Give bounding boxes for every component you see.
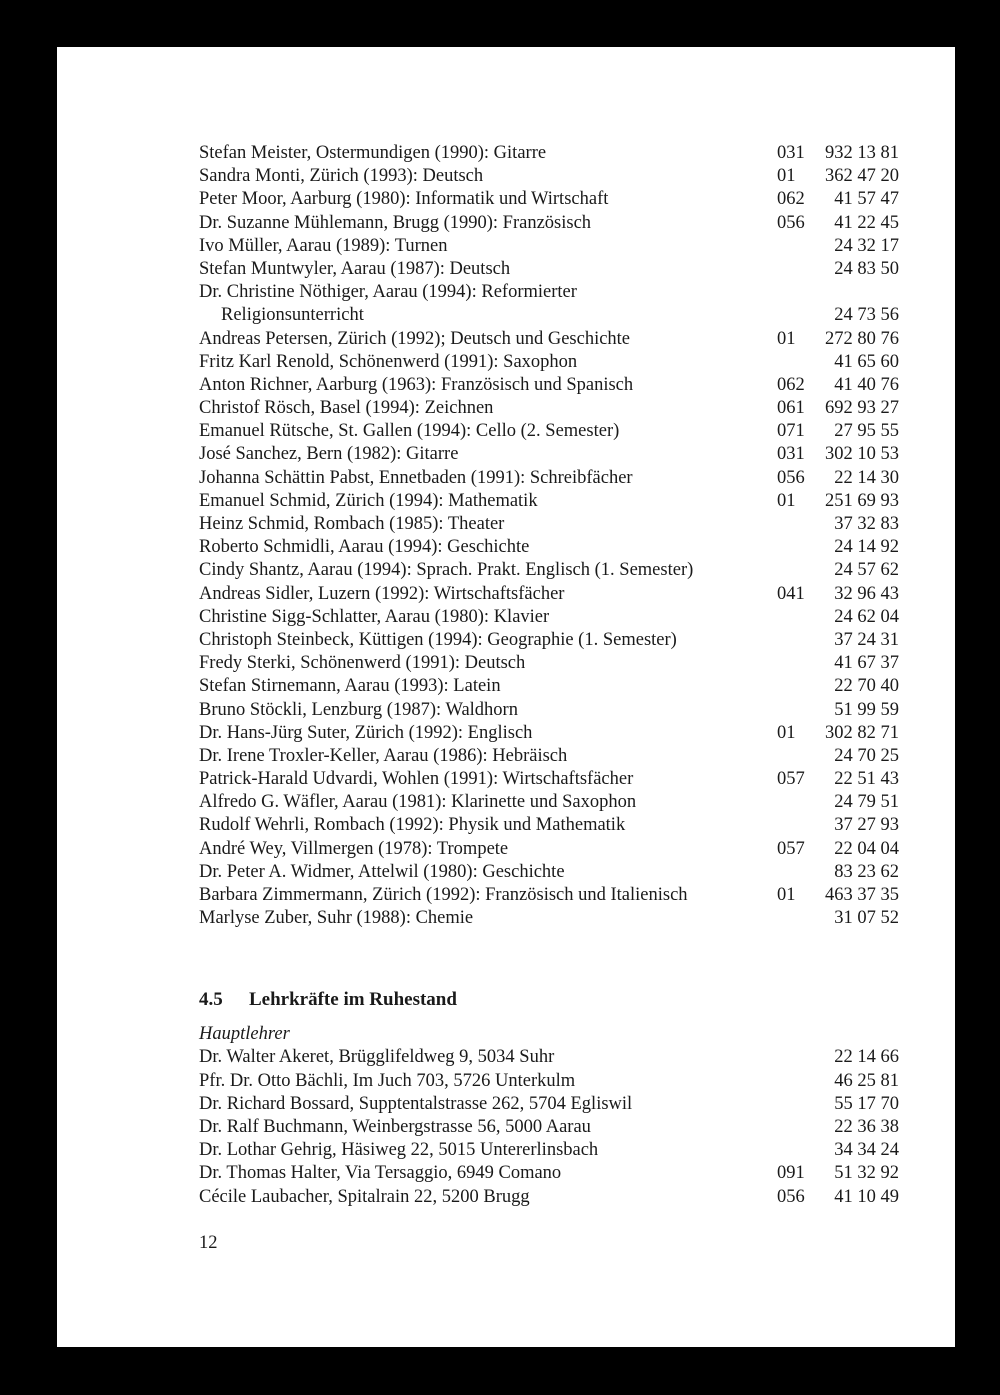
teacher-list <box>199 142 899 930</box>
list-item <box>199 606 899 629</box>
entry-name: Alfredo G. Wäfler, Aarau (1981): Klarinette und Saxophon <box>199 792 637 813</box>
entry-phone: 32 96 43 <box>834 583 899 604</box>
list-item <box>199 884 899 907</box>
entry-phone: 24 57 62 <box>834 560 899 581</box>
list-item <box>199 583 899 606</box>
list-item <box>199 513 899 536</box>
entry-phone: 22 36 38 <box>834 1116 899 1137</box>
entry-area-code <box>777 814 821 837</box>
entry-name: Dr. Hans-Jürg Suter, Zürich (1992): Englisch <box>199 722 533 743</box>
entry-phone: 24 83 50 <box>834 258 899 279</box>
entry-phone: 83 23 62 <box>834 861 899 882</box>
entry-area-code: 041 <box>777 583 805 604</box>
entry-area-code: 056 <box>777 1186 805 1207</box>
entry-area-code <box>777 675 821 698</box>
list-item <box>199 374 899 397</box>
list-item <box>199 235 899 258</box>
entry-phone: 41 57 47 <box>834 189 899 210</box>
list-item <box>199 675 899 698</box>
entry-phone: 41 67 37 <box>834 653 899 674</box>
entry-name: Cindy Shantz, Aarau (1994): Sprach. Prakt. Englisch (1. Semester) <box>199 560 694 581</box>
entry-name: Marlyse Zuber, Suhr (1988): Chemie <box>199 908 474 929</box>
entry-name: Stefan Muntwyler, Aarau (1987): Deutsch <box>199 258 511 279</box>
list-item <box>199 1093 899 1116</box>
entry-area-code <box>777 304 821 327</box>
entry-phone: 31 07 52 <box>834 908 899 929</box>
entry-phone: 37 32 83 <box>834 514 899 534</box>
list-item <box>199 188 899 211</box>
document-page <box>57 47 955 1347</box>
entry-area-code <box>777 235 821 258</box>
entry-name: Emanuel Schmid, Zürich (1994): Mathematik <box>199 490 538 511</box>
entry-area-code <box>777 907 821 930</box>
entry-name: Patrick-Harald Udvardi, Wohlen (1991): Wirtschaftsfächer <box>199 769 634 790</box>
entry-phone: 22 14 30 <box>834 467 899 488</box>
entry-area-code <box>777 652 821 675</box>
entry-name: Andreas Sidler, Luzern (1992): Wirtschaftsfächer <box>199 583 565 604</box>
retired-teacher-list <box>199 1046 899 1208</box>
entry-name: Emanuel Rütsche, St. Gallen (1994): Cello (2. Semester) <box>199 421 620 442</box>
entry-name: Peter Moor, Aarburg (1980): Informatik und Wirtschaft <box>199 189 609 210</box>
entry-phone: 22 04 04 <box>834 838 899 859</box>
entry-phone: 37 27 93 <box>834 815 899 836</box>
list-item <box>199 1046 899 1069</box>
entry-area-code <box>777 606 821 629</box>
list-item <box>199 722 899 745</box>
entry-name: Dr. Suzanne Mühlemann, Brugg (1990): Französisch <box>199 212 592 233</box>
entry-area-code: 061 <box>777 398 805 419</box>
entry-name: Dr. Ralf Buchmann, Weinbergstrasse 56, 5000 Aarau <box>199 1116 591 1137</box>
entry-name: Christine Sigg-Schlatter, Aarau (1980): Klavier <box>199 606 550 627</box>
entry-area-code: 01 <box>777 722 796 743</box>
entry-phone: 24 73 56 <box>834 305 899 326</box>
entry-phone: 22 70 40 <box>834 676 899 697</box>
entry-name: Dr. Lothar Gehrig, Häsiweg 22, 5015 Untererlinsbach <box>199 1140 599 1161</box>
list-item <box>199 652 899 675</box>
entry-phone: 463 37 35 <box>825 885 899 905</box>
entry-name: Stefan Stirnemann, Aarau (1993): Latein <box>199 676 501 697</box>
page-content <box>199 142 899 1209</box>
entry-area-code <box>777 559 821 582</box>
list-item <box>199 212 899 235</box>
entry-area-code <box>777 791 821 814</box>
entry-name: Fredy Sterki, Schönenwerd (1991): Deutsch <box>199 653 526 674</box>
list-item <box>199 142 899 165</box>
entry-name: Dr. Walter Akeret, Brügglifeldweg 9, 5034 Suhr <box>199 1047 555 1068</box>
entry-area-code <box>777 1116 821 1139</box>
entry-area-code <box>777 629 821 652</box>
list-item <box>199 1070 899 1093</box>
list-item <box>199 281 899 304</box>
entry-phone: 51 99 59 <box>834 699 899 720</box>
entry-phone: 302 10 53 <box>825 444 899 465</box>
entry-area-code: 062 <box>777 374 805 395</box>
list-item <box>199 814 899 837</box>
list-item <box>199 420 899 443</box>
entry-phone: 932 13 81 <box>825 143 899 163</box>
entry-name: Pfr. Dr. Otto Bächli, Im Juch 703, 5726 Unterkulm <box>199 1070 576 1091</box>
entry-area-code: 01 <box>777 166 796 187</box>
entry-name: Dr. Irene Troxler-Keller, Aarau (1986): Hebräisch <box>199 745 568 766</box>
entry-name: Dr. Thomas Halter, Via Tersaggio, 6949 Comano <box>199 1163 562 1184</box>
entry-phone: 362 47 20 <box>825 166 899 187</box>
entry-phone: 41 40 76 <box>834 374 899 395</box>
entry-phone: 24 14 92 <box>834 537 899 558</box>
entry-area-code: 031 <box>777 143 805 163</box>
list-item <box>199 351 899 374</box>
entry-area-code: 091 <box>777 1163 805 1184</box>
list-item <box>199 328 899 351</box>
entry-area-code: 062 <box>777 189 805 210</box>
list-item <box>199 907 899 930</box>
entry-name: Fritz Karl Renold, Schönenwerd (1991): Saxophon <box>199 351 578 372</box>
entry-area-code <box>777 1046 821 1069</box>
entry-area-code: 01 <box>777 885 796 905</box>
section-title: Lehrkräfte im Ruhestand <box>249 989 457 1011</box>
entry-name: Stefan Meister, Ostermundigen (1990): Gitarre <box>199 143 547 163</box>
entry-area-code: 031 <box>777 444 805 465</box>
entry-name: Andreas Petersen, Zürich (1992); Deutsch und Geschichte <box>199 328 631 349</box>
entry-name: Christof Rösch, Basel (1994): Zeichnen <box>199 398 494 419</box>
list-item <box>199 745 899 768</box>
entry-area-code <box>777 513 821 536</box>
entry-phone: 22 51 43 <box>834 769 899 790</box>
entry-phone: 51 32 92 <box>834 1163 899 1184</box>
entry-phone <box>821 281 899 304</box>
list-item <box>199 1139 899 1162</box>
entry-name: Anton Richner, Aarburg (1963): Französisch und Spanisch <box>199 374 634 395</box>
entry-phone: 272 80 76 <box>825 328 899 349</box>
entry-area-code: 056 <box>777 467 805 488</box>
list-item <box>199 559 899 582</box>
entry-phone: 41 10 49 <box>834 1186 899 1207</box>
entry-name: José Sanchez, Bern (1982): Gitarre <box>199 444 459 465</box>
list-item <box>199 768 899 791</box>
entry-name: Barbara Zimmermann, Zürich (1992): Französisch und Italienisch <box>199 885 688 905</box>
entry-phone: 22 14 66 <box>834 1047 899 1068</box>
list-item <box>199 443 899 466</box>
entry-area-code <box>777 1139 821 1162</box>
entry-name: Ivo Müller, Aarau (1989): Turnen <box>199 235 448 256</box>
list-item <box>199 467 899 490</box>
list-item <box>199 536 899 559</box>
entry-area-code <box>777 699 821 722</box>
entry-area-code: 056 <box>777 212 805 233</box>
list-item <box>199 1162 899 1185</box>
entry-name: Religionsunterricht <box>221 305 364 326</box>
entry-name: Rudolf Wehrli, Rombach (1992): Physik und Mathematik <box>199 815 626 836</box>
list-item <box>199 490 899 513</box>
entry-area-code <box>777 258 821 281</box>
list-item <box>199 699 899 722</box>
list-item <box>199 1186 899 1209</box>
subheading: Hauptlehrer <box>199 1024 290 1045</box>
entry-area-code <box>777 1070 821 1093</box>
entry-area-code <box>777 351 821 374</box>
entry-area-code <box>777 536 821 559</box>
entry-name: André Wey, Villmergen (1978): Trompete <box>199 838 509 859</box>
entry-area-code: 01 <box>777 328 796 349</box>
list-item <box>199 629 899 652</box>
entry-phone: 24 62 04 <box>834 606 899 627</box>
entry-phone: 251 69 93 <box>825 490 899 511</box>
section-heading <box>199 988 899 1011</box>
list-item <box>199 1116 899 1139</box>
entry-area-code: 071 <box>777 421 805 442</box>
entry-area-code <box>777 861 821 884</box>
list-item <box>199 861 899 884</box>
entry-name: Sandra Monti, Zürich (1993): Deutsch <box>199 166 484 187</box>
list-item <box>199 791 899 814</box>
entry-name: Johanna Schättin Pabst, Ennetbaden (1991): Schreibfächer <box>199 467 633 488</box>
entry-phone: 27 95 55 <box>834 421 899 442</box>
entry-area-code <box>777 745 821 768</box>
entry-name: Cécile Laubacher, Spitalrain 22, 5200 Brugg <box>199 1186 530 1207</box>
entry-name: Roberto Schmidli, Aarau (1994): Geschichte <box>199 537 530 558</box>
list-item <box>199 838 899 861</box>
entry-name: Heinz Schmid, Rombach (1985): Theater <box>199 514 505 534</box>
entry-name: Dr. Peter A. Widmer, Attelwil (1980): Geschichte <box>199 861 565 882</box>
entry-phone: 41 22 45 <box>834 212 899 233</box>
entry-area-code <box>777 1093 821 1116</box>
entry-phone: 302 82 71 <box>825 722 899 743</box>
entry-phone: 24 32 17 <box>834 235 899 256</box>
entry-area-code: 057 <box>777 769 805 790</box>
section-number: 4.5 <box>199 989 223 1011</box>
list-item <box>199 397 899 420</box>
entry-phone: 37 24 31 <box>834 629 899 650</box>
entry-area-code: 057 <box>777 838 805 859</box>
list-item <box>199 258 899 281</box>
entry-area-code: 01 <box>777 490 796 511</box>
list-item <box>199 165 899 188</box>
entry-name: Dr. Christine Nöthiger, Aarau (1994): Reformierter <box>199 282 577 303</box>
entry-phone: 46 25 81 <box>834 1070 899 1091</box>
entry-phone: 692 93 27 <box>825 398 899 419</box>
entry-name: Christoph Steinbeck, Küttigen (1994): Geographie (1. Semester) <box>199 629 677 650</box>
entry-phone: 34 34 24 <box>834 1140 899 1161</box>
entry-name: Bruno Stöckli, Lenzburg (1987): Waldhorn <box>199 699 518 720</box>
entry-name: Dr. Richard Bossard, Supptentalstrasse 262, 5704 Egliswil <box>199 1093 633 1114</box>
entry-area-code <box>777 281 821 304</box>
list-item <box>199 304 899 327</box>
entry-phone: 24 79 51 <box>834 792 899 813</box>
entry-phone: 55 17 70 <box>834 1093 899 1114</box>
page-number: 12 <box>199 1233 218 1253</box>
entry-phone: 24 70 25 <box>834 745 899 766</box>
entry-phone: 41 65 60 <box>834 351 899 372</box>
